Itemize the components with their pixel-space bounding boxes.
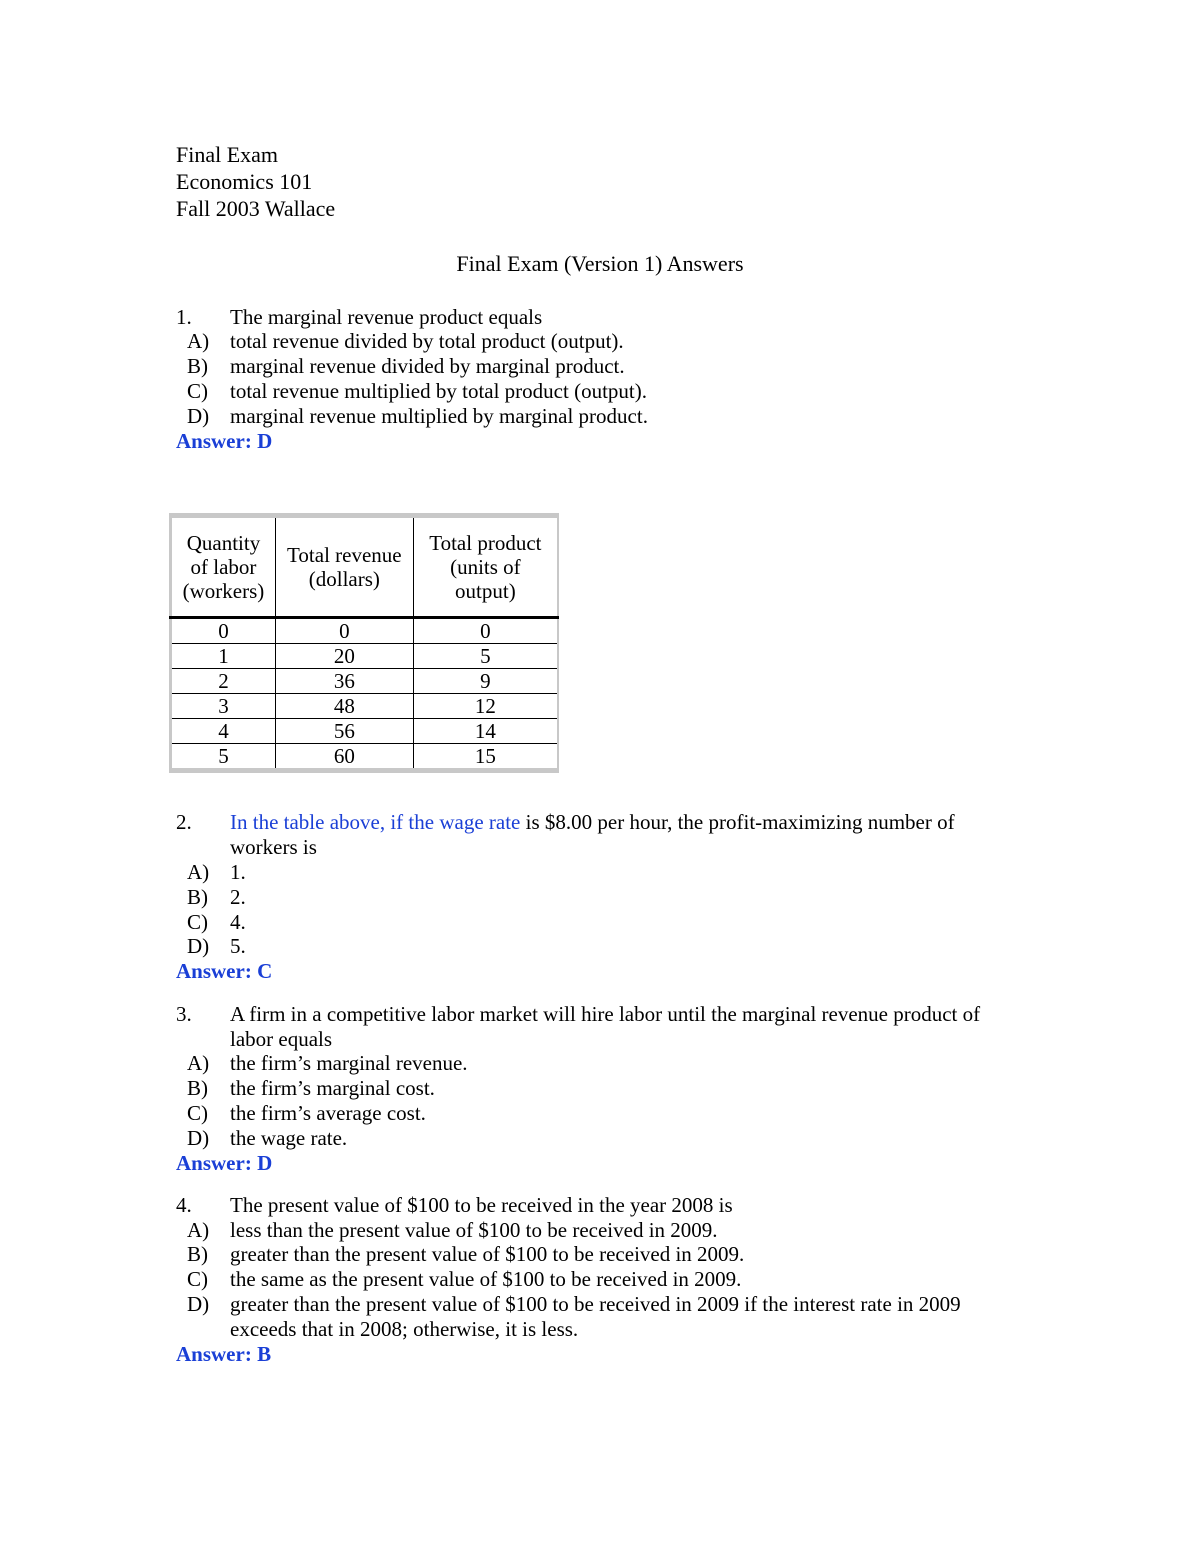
table-cell: 5 [413, 644, 558, 669]
table-row [171, 669, 559, 694]
table-cell: 36 [275, 669, 413, 694]
option-text: greater than the present value of $100 to be received in 2009 if the interest rate in 2009 exceeds that in 2008; otherwise, it is less. [230, 1292, 961, 1341]
option-letter: C) [187, 379, 208, 403]
column-header: Total revenue (dollars) [275, 516, 413, 618]
option-text: the firm’s marginal revenue. [230, 1051, 468, 1075]
option-letter: B) [187, 1076, 208, 1100]
option-letter: A) [187, 1218, 210, 1242]
option-text: 5. [230, 934, 246, 958]
table-row [171, 694, 559, 719]
question-text [230, 810, 1010, 860]
answer-label: Answer: B [176, 1342, 272, 1366]
answer-label: Answer: D [176, 1151, 273, 1175]
table-cell: 2 [171, 669, 276, 694]
option-letter: D) [187, 1292, 210, 1316]
option-text: 2. [230, 885, 246, 909]
table-cell: 15 [413, 744, 558, 771]
table-cell: 60 [275, 744, 413, 771]
table-cell: 0 [171, 618, 276, 644]
question-text-rest: is $8.00 per hour, the profit-maximizing number of workers is [230, 810, 955, 859]
option-text: marginal revenue multiplied by marginal product. [230, 404, 648, 428]
table-row [171, 644, 559, 669]
option-text: total revenue divided by total product (output). [230, 329, 624, 353]
question-number: 1. [176, 305, 192, 329]
option-text: the firm’s marginal cost. [230, 1076, 435, 1100]
question-number: 2. [176, 810, 192, 834]
column-header: Quantity of labor (workers) [171, 516, 276, 618]
question-number: 3. [176, 1002, 192, 1026]
option-text: total revenue multiplied by total product (output). [230, 379, 647, 403]
table-cell: 3 [171, 694, 276, 719]
question-number: 4. [176, 1193, 192, 1217]
table-cell: 0 [275, 618, 413, 644]
answer-label: Answer: C [176, 959, 273, 983]
option-letter: A) [187, 1051, 210, 1075]
option-text: less than the present value of $100 to be received in 2009. [230, 1218, 718, 1242]
page-title: Final Exam (Version 1) Answers [456, 251, 744, 276]
option-letter: A) [187, 329, 210, 353]
option-text: the firm’s average cost. [230, 1101, 426, 1125]
column-header: Total product (units of output) [413, 516, 558, 618]
table-row [171, 618, 559, 644]
question-text: A firm in a competitive labor market will hire labor until the marginal revenue product of labor equals [230, 1002, 981, 1051]
question-text: The marginal revenue product equals [230, 305, 543, 329]
table-header-row [171, 516, 559, 618]
table-cell: 5 [171, 744, 276, 771]
table-cell: 9 [413, 669, 558, 694]
option-letter: B) [187, 354, 208, 378]
labor-revenue-table [169, 513, 559, 773]
option-letter: B) [187, 1242, 208, 1266]
table-row [171, 719, 559, 744]
question-text: The present value of $100 to be received in the year 2008 is [230, 1193, 733, 1217]
option-text: the same as the present value of $100 to be received in 2009. [230, 1267, 742, 1291]
header-term: Fall 2003 Wallace [176, 196, 336, 221]
option-letter: A) [187, 860, 210, 884]
table-cell: 4 [171, 719, 276, 744]
table-cell: 56 [275, 719, 413, 744]
option-letter: D) [187, 404, 210, 428]
header-exam-label: Final Exam [176, 142, 279, 167]
option-text: greater than the present value of $100 to be received in 2009. [230, 1242, 745, 1266]
option-text: 1. [230, 860, 246, 884]
table-cell: 12 [413, 694, 558, 719]
option-letter: D) [187, 1126, 210, 1150]
answer-label: Answer: D [176, 429, 273, 453]
table-cell: 1 [171, 644, 276, 669]
option-letter: C) [187, 1267, 208, 1291]
header-course: Economics 101 [176, 169, 313, 194]
table-cell: 0 [413, 618, 558, 644]
option-text: the wage rate. [230, 1126, 348, 1150]
table-row [171, 744, 559, 771]
table-cell: 14 [413, 719, 558, 744]
option-text: marginal revenue divided by marginal product. [230, 354, 625, 378]
option-text: 4. [230, 910, 246, 934]
option-letter: C) [187, 1101, 208, 1125]
option-letter: B) [187, 885, 208, 909]
option-letter: C) [187, 910, 208, 934]
question-text-highlight: In the table above, if the wage rate [230, 810, 521, 834]
option-letter: D) [187, 934, 210, 958]
table-cell: 48 [275, 694, 413, 719]
table-cell: 20 [275, 644, 413, 669]
